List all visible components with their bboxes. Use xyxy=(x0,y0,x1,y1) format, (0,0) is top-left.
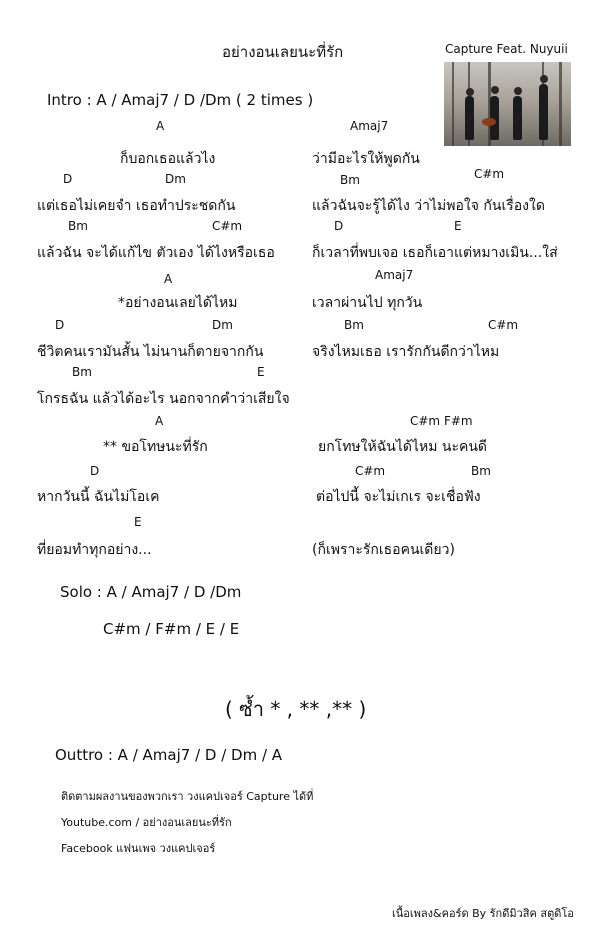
lyric-line: แล้วฉัน จะได้แก้ไข ตัวเอง ได้ไงหรือเธอ xyxy=(37,245,275,261)
outtro-line: Outtro : A / Amaj7 / D / Dm / A xyxy=(55,746,283,764)
solo-line: C#m / F#m / E / E xyxy=(103,620,240,638)
lyric-line: (ก็เพราะรักเธอคนเดียว) xyxy=(312,542,455,558)
lyric-line: ก็บอกเธอแล้วไง xyxy=(120,151,216,167)
chord-line: Bm xyxy=(340,173,360,187)
lyric-line: ชีวิตคนเรามันสั้น ไม่นานก็ตายจากกัน xyxy=(37,344,264,360)
chord-line: C#m F#m xyxy=(410,414,473,428)
chord-line: C#m xyxy=(212,219,243,233)
lyric-line: เวลาผ่านไป ทุกวัน xyxy=(312,295,423,311)
chord-line: E xyxy=(454,219,462,233)
credit-line: เนื้อเพลง&คอร์ด By รักดีมิวสิค สตูดิโอ xyxy=(392,907,574,920)
chord-line: Dm xyxy=(212,318,233,332)
chord-line: D xyxy=(90,464,100,478)
song-title: อย่างอนเลยนะที่รัก xyxy=(222,43,344,61)
chord-line: A xyxy=(156,119,165,133)
lyric-line: แล้วฉันจะรู้ได้ไง ว่าไม่พอใจ กันเรื่องใด xyxy=(312,198,545,214)
lyric-line: ว่ามีอะไรให้พูดกัน xyxy=(312,151,420,167)
artist-name: Capture Feat. Nuyuii xyxy=(445,42,568,56)
chord-line: Bm xyxy=(68,219,88,233)
facebook-link: Facebook แฟนเพจ วงแคปเจอร์ xyxy=(61,842,216,855)
lyric-line: โกรธฉัน แล้วได้อะไร นอกจากคำว่าเสียใจ xyxy=(37,391,290,407)
chord-line: Amaj7 xyxy=(350,119,389,133)
lyric-line: *อย่างอนเลยได้ไหม xyxy=(118,295,238,311)
chord-line: E xyxy=(134,515,142,529)
follow-note: ติดตามผลงานของพวกเรา วงแคปเจอร์ Capture ได้ที่ xyxy=(61,790,314,803)
chord-line: Bm xyxy=(72,365,92,379)
chord-line: C#m xyxy=(355,464,386,478)
chord-line: C#m xyxy=(488,318,519,332)
lyric-line: แต่เธอไม่เคยจำ เธอทำประชดกัน xyxy=(37,198,236,214)
lyric-line: หากวันนี้ ฉันไม่โอเค xyxy=(37,489,160,505)
chord-line: Bm xyxy=(471,464,491,478)
intro-line: Intro : A / Amaj7 / D /Dm ( 2 times ) xyxy=(47,91,314,109)
chord-line: E xyxy=(257,365,265,379)
chord-line: Dm xyxy=(165,172,186,186)
chord-line: Amaj7 xyxy=(375,268,414,282)
lyric-line: ที่ยอมทำทุกอย่าง... xyxy=(37,542,152,558)
chord-line: Bm xyxy=(344,318,364,332)
lyric-line: ก็เวลาที่พบเจอ เธอก็เอาแต่หมางเมิน...ใส่ xyxy=(312,245,558,261)
chord-line: D xyxy=(63,172,73,186)
lyric-line: จริงไหมเธอ เรารักกันดีกว่าไหม xyxy=(312,344,500,360)
chord-line: D xyxy=(334,219,344,233)
band-photo xyxy=(444,62,571,146)
lyric-line: ยกโทษให้ฉันได้ไหม นะคนดี xyxy=(318,439,488,455)
lyric-line: ต่อไปนี้ จะไม่เกเร จะเชื่อฟัง xyxy=(316,489,481,505)
lyric-line: ** ขอโทษนะที่รัก xyxy=(103,439,208,455)
solo-line: Solo : A / Amaj7 / D /Dm xyxy=(60,583,242,601)
youtube-link: Youtube.com / อย่างอนเลยนะที่รัก xyxy=(61,816,232,829)
chord-line: A xyxy=(155,414,164,428)
repeat-instruction: ( ซ้ำ * , ** ,** ) xyxy=(225,697,367,721)
chord-line: A xyxy=(164,272,173,286)
chord-line: C#m xyxy=(474,167,505,181)
chord-line: D xyxy=(55,318,65,332)
